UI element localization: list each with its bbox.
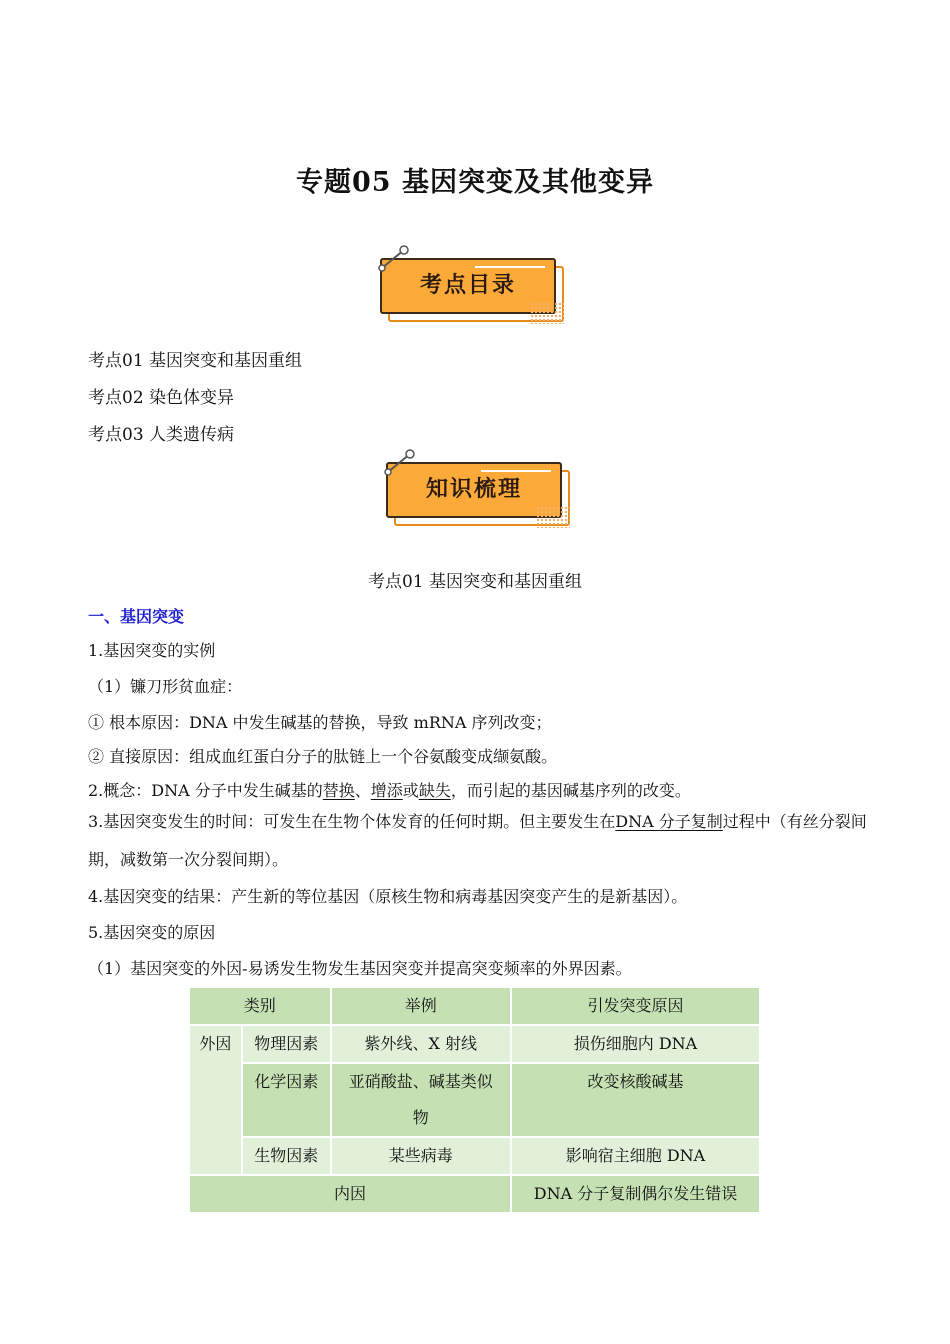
table-row — [189, 1175, 760, 1213]
dot-pattern-decoration — [536, 506, 570, 528]
paragraph: （1）基因突变的外因-易诱发生物发生基因突变并提高突变频率的外界因素。 — [88, 959, 632, 978]
table-cell: 某些病毒 — [331, 1137, 511, 1175]
paragraph-timing: 3.基因突变发生的时间：可发生在生物个体发育的任何时期。但主要发生在DNA 分子复制过程中（有丝分裂间期，减数第一次分裂间期）。 — [88, 812, 867, 869]
section-title: 考点01 基因突变和基因重组 — [367, 572, 583, 592]
table-header: 引发突变原因 — [511, 987, 760, 1025]
table-cell: 紫外线、X 射线 — [331, 1025, 511, 1063]
subsection-heading: 一、基因突变 — [88, 607, 185, 626]
table-cell: 生物因素 — [242, 1137, 331, 1175]
paragraph: ② 直接原因：组成血红蛋白分子的肽链上一个谷氨酸变成缬氨酸。 — [88, 747, 558, 766]
table-header: 举例 — [331, 987, 511, 1025]
underlined-term: 增添 — [370, 781, 403, 800]
table-cell-inner-label: 内因 — [189, 1175, 511, 1213]
page-title: 专题05 基因突变及其他变异 — [296, 167, 654, 198]
table-row — [189, 1137, 760, 1175]
toc-item[interactable]: 考点02 染色体变异 — [88, 388, 235, 408]
underlined-term: DNA 分子复制 — [615, 812, 723, 831]
table-cell: 亚硝酸盐、碱基类似物 — [331, 1063, 511, 1137]
knowledge-banner-label: 知识梳理 — [386, 462, 562, 518]
underlined-term: 缺失 — [418, 781, 451, 800]
table-cell: 改变核酸碱基 — [511, 1063, 760, 1137]
table-cell: DNA 分子复制偶尔发生错误 — [511, 1175, 760, 1213]
table-header-row — [189, 987, 760, 1025]
paragraph: ① 根本原因：DNA 中发生碱基的替换，导致 mRNA 序列改变； — [88, 713, 552, 732]
toc-item[interactable]: 考点01 基因突变和基因重组 — [88, 351, 303, 371]
mutation-causes-table — [188, 986, 761, 1214]
toc-banner — [380, 258, 570, 328]
knowledge-banner — [386, 462, 576, 532]
paragraph: 5.基因突变的原因 — [88, 923, 216, 942]
table-cell-outer-label: 外因 — [189, 1025, 242, 1175]
toc-item[interactable]: 考点03 人类遗传病 — [88, 425, 235, 445]
paragraph-concept: 2.概念：DNA 分子中发生碱基的替换、增添或缺失，而引起的基因碱基序列的改变。 — [88, 781, 691, 800]
table-cell: 损伤细胞内 DNA — [511, 1025, 760, 1063]
paragraph: 4.基因突变的结果：产生新的等位基因（原核生物和病毒基因突变产生的是新基因）。 — [88, 887, 688, 906]
pin-icon — [374, 244, 414, 274]
dot-pattern-decoration — [530, 302, 564, 324]
table-row — [189, 1063, 760, 1137]
table-header: 类别 — [189, 987, 331, 1025]
pin-icon — [380, 448, 420, 478]
table-row — [189, 1025, 760, 1063]
table-cell: 化学因素 — [242, 1063, 331, 1137]
paragraph: （1）镰刀形贫血症： — [88, 677, 243, 696]
table-cell: 物理因素 — [242, 1025, 331, 1063]
underlined-term: 替换 — [322, 781, 355, 800]
toc-banner-label: 考点目录 — [380, 258, 556, 314]
paragraph: 1.基因突变的实例 — [88, 641, 216, 660]
table-cell: 影响宿主细胞 DNA — [511, 1137, 760, 1175]
